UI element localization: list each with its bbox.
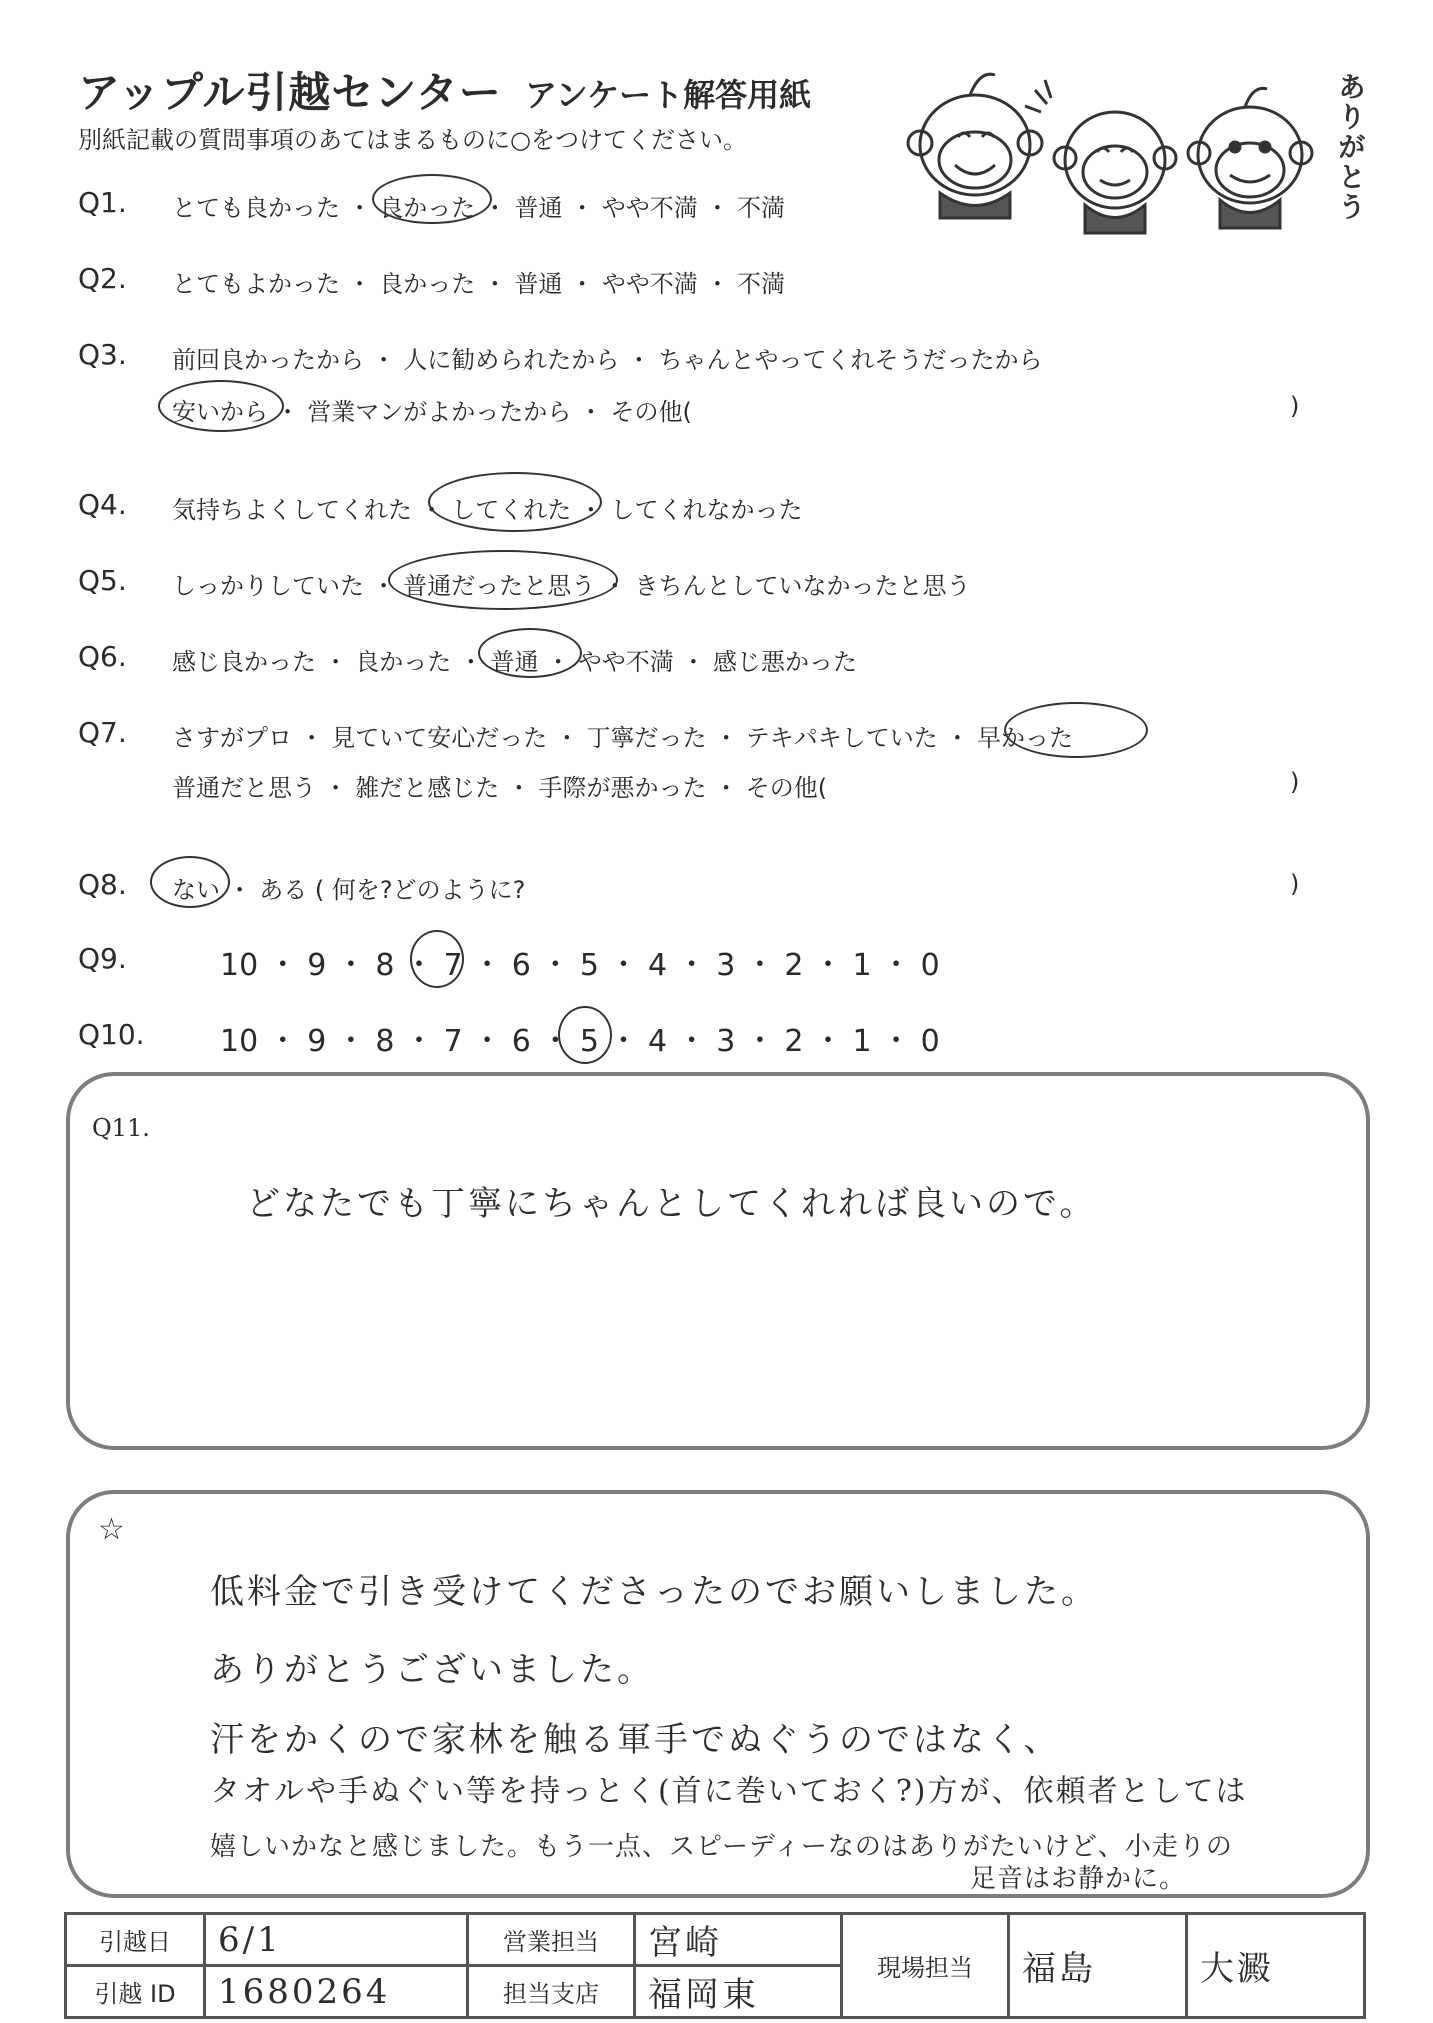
answer-circle-q9 (410, 930, 464, 988)
comment-line-5: 嬉しいかなと感じました。もう一点、スピーディーなのはありがたいけど、小走りの (210, 1832, 1233, 1862)
question-label-q1: Q1. (78, 186, 127, 219)
question-options-q7-line1: さすがプロ ・ 見ていて安心だった ・ 丁寧だった ・ テキパキしていた ・ 早かった (172, 724, 1074, 752)
question-options-q5: しっかりしていた ・ 普通だったと思う ・ きちんとしていなかったと思う (172, 572, 971, 600)
comment-line-1: 低料金で引き受けてくださったのでお願いしました。 (210, 1572, 1098, 1612)
q11-handwritten-answer: どなたでも丁寧にちゃんとしてくれれば良いので。 (246, 1184, 1097, 1224)
sales-rep-value: 宮崎 (635, 1914, 842, 1966)
rating-scale-q9: 10 ・ 9 ・ 8 ・ 7 ・ 6 ・ 5 ・ 4 ・ 3 ・ 2 ・ 1 ・ 0 (220, 948, 940, 983)
question-label-q10: Q10. (78, 1018, 145, 1051)
onsite-staff-label: 現場担当 (842, 1914, 1009, 2018)
move-date-value: 6/1 (205, 1914, 468, 1966)
rating-scale-q10: 10 ・ 9 ・ 8 ・ 7 ・ 6 ・ 5 ・ 4 ・ 3 ・ 2 ・ 1 ・ 0 (220, 1024, 940, 1059)
star-icon: ☆ (98, 1512, 125, 1547)
form-title: アップル引越センター (78, 68, 502, 117)
branch-label: 担当支店 (468, 1966, 635, 2018)
question-options-q4: 気持ちよくしてくれた ・ してくれた ・ してくれなかった (172, 496, 803, 524)
question-options-q3-line1: 前回良かったから ・ 人に勧められたから ・ ちゃんとやってくれそうだったから (172, 346, 1043, 374)
onsite-staff-1: 福島 (1009, 1914, 1187, 2018)
question-options-q3-line2: 安いから ・ 営業マンがよかったから ・ その他( (172, 398, 692, 426)
question-label-q8: Q8. (78, 868, 127, 901)
question-close-paren-q8: ) (1290, 870, 1300, 898)
answer-circle-q6 (478, 628, 582, 678)
comment-line-4: タオルや手ぬぐい等を持っとく(首に巻いておく?)方が、依頼者としては (210, 1774, 1248, 1809)
answer-circle-q8 (150, 856, 230, 908)
answer-circle-q3 (158, 380, 284, 432)
question-label-q3: Q3. (78, 338, 127, 371)
question-options-q2: とてもよかった ・ 良かった ・ 普通 ・ やや不満 ・ 不満 (172, 270, 786, 298)
move-date-label: 引越日 (66, 1914, 205, 1966)
instruction-text: 別紙記載の質問事項のあてはまるものに○をつけてください。 (78, 126, 747, 154)
answer-circle-q4 (428, 472, 602, 532)
monkey-right-icon (1188, 88, 1312, 228)
question-label-q9: Q9. (78, 942, 127, 975)
sales-rep-label: 営業担当 (468, 1914, 635, 1966)
answer-circle-q7 (1004, 702, 1148, 758)
answer-circle-q5 (388, 550, 618, 610)
question-options-q8: ない ・ ある ( 何を?どのように? (172, 876, 526, 904)
question-label-q2: Q2. (78, 262, 127, 295)
comment-line-2: ありがとうございました。 (210, 1650, 654, 1690)
question-options-q7-line2: 普通だと思う ・ 雑だと感じた ・ 手際が悪かった ・ その他( (172, 774, 828, 802)
move-info-table (64, 1912, 1366, 2019)
form-subtitle: アンケート解答用紙 (525, 76, 812, 114)
comment-box (66, 1490, 1370, 1898)
q11-label: Q11. (92, 1114, 150, 1142)
monkey-left-icon (908, 74, 1042, 218)
comment-line-3: 汗をかくので家林を触る軍手でぬぐうのではなく、 (210, 1720, 1061, 1760)
question-label-q7: Q7. (78, 716, 127, 749)
answer-circle-q10 (558, 1006, 612, 1064)
comment-line-6: 足音はお静かに。 (970, 1864, 1187, 1894)
question-close-paren-q3: ) (1290, 392, 1300, 420)
move-id-value: 1680264 (205, 1966, 468, 2018)
q11-answer-box (66, 1072, 1370, 1450)
move-id-label: 引越 ID (66, 1966, 205, 2018)
answer-circle-q1 (372, 174, 492, 224)
question-options-q1: とても良かった ・ 良かった ・ 普通 ・ やや不満 ・ 不満 (172, 194, 786, 222)
question-label-q5: Q5. (78, 564, 127, 597)
question-label-q4: Q4. (78, 488, 127, 521)
onsite-staff-2: 大澱 (1187, 1914, 1365, 2018)
mascot-caption: ありがとう (1334, 72, 1367, 222)
monkey-middle-icon (1025, 80, 1176, 233)
monkey-mascots-illustration (900, 65, 1330, 245)
question-label-q6: Q6. (78, 640, 127, 673)
question-close-paren-q7: ) (1290, 768, 1300, 796)
branch-value: 福岡東 (635, 1966, 842, 2018)
question-options-q6: 感じ良かった ・ 良かった ・ 普通 ・ やや不満 ・ 感じ悪かった (172, 648, 858, 676)
